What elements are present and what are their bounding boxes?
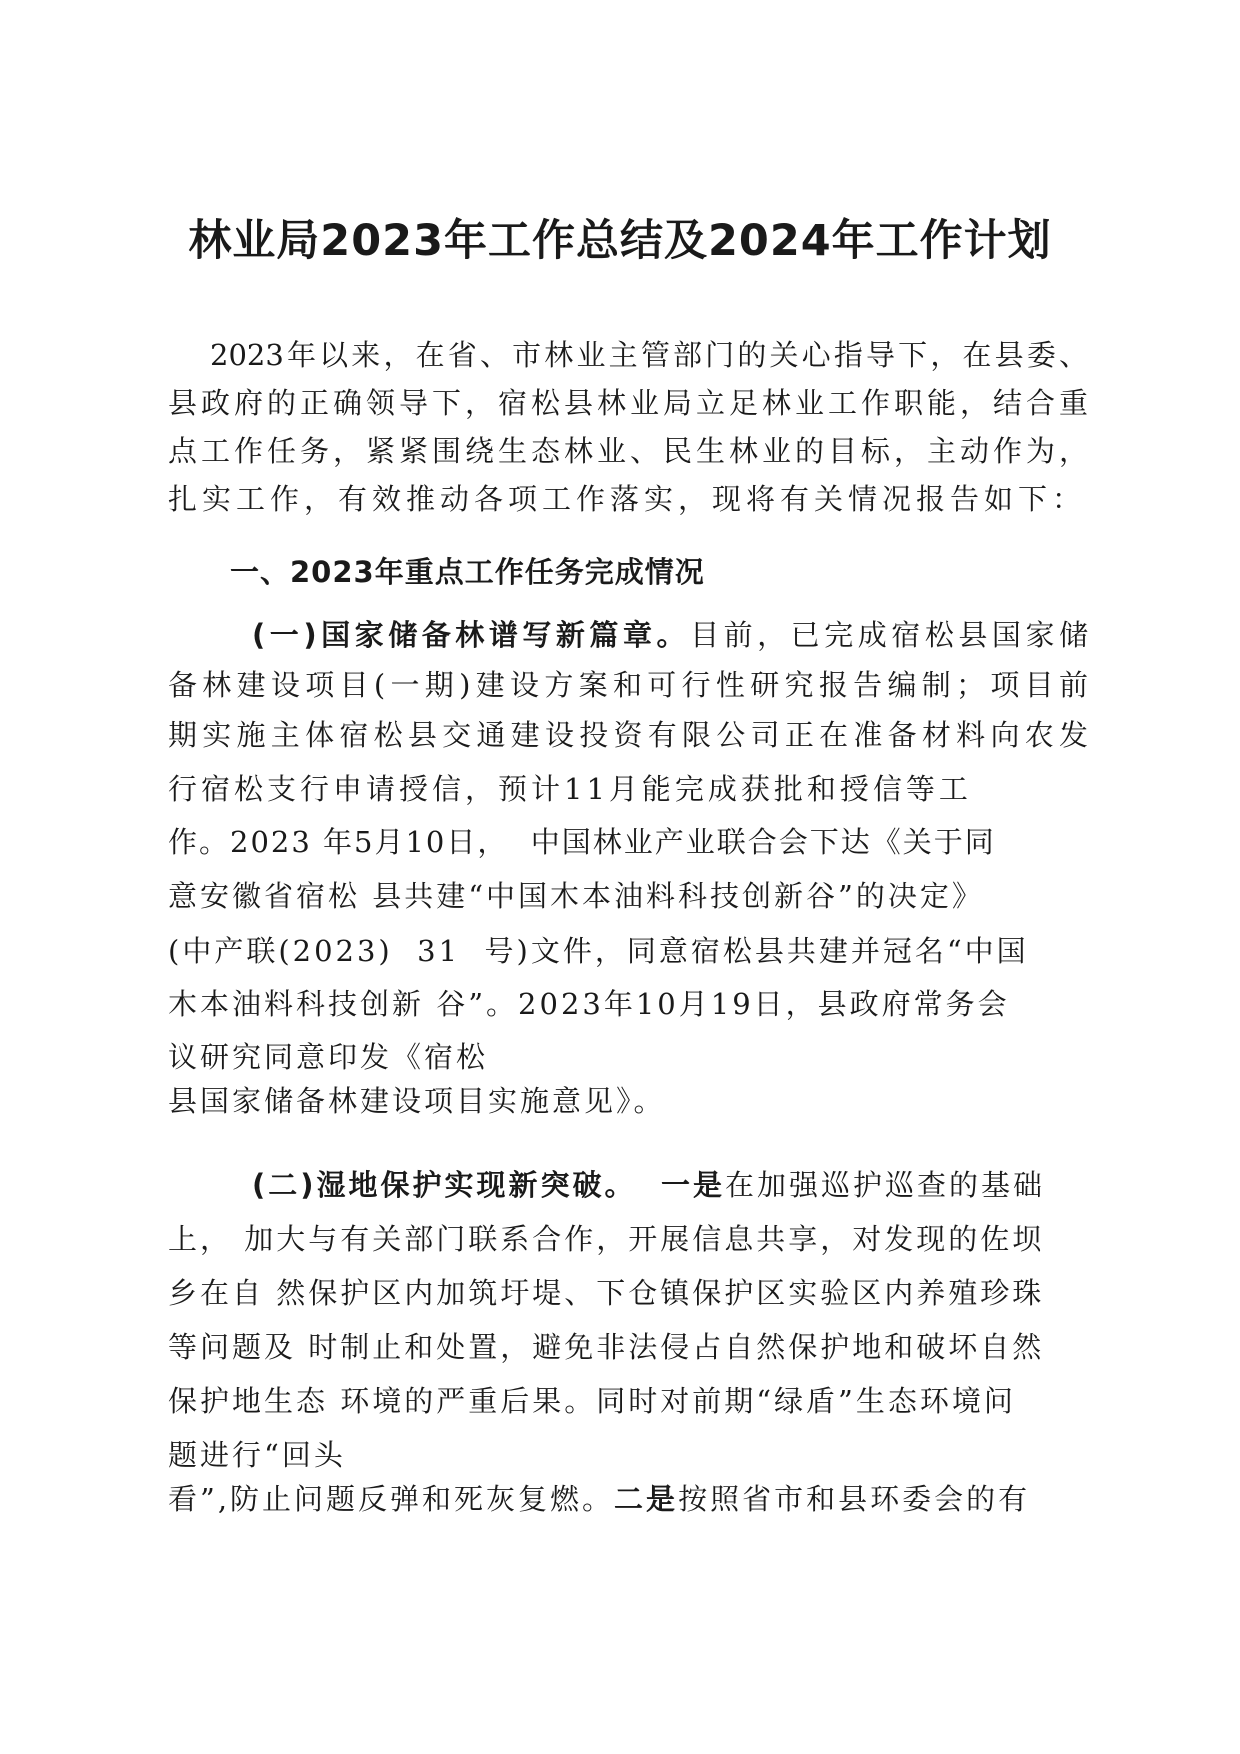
item2-heading: (二)湿地保护实现新突破。 bbox=[252, 1168, 637, 1202]
item1-line-3: 期实施主体宿松县交通建设投资有限公司正在准备材料向农发 bbox=[168, 718, 1088, 752]
document-title: 林业局2023年工作总结及2024年工作计划 bbox=[188, 216, 1052, 266]
item1-line-2: 备林建设项目(一期)建设方案和可行性研究报告编制；项目前 bbox=[168, 668, 1088, 702]
item2-line-7 bbox=[168, 1479, 1088, 1519]
item2-marker-2: 二是 bbox=[614, 1482, 679, 1516]
item2-line-5: 保护地生态 环境的严重后果。同时对前期“绿盾”生态环境问 bbox=[168, 1384, 1016, 1418]
item1-line-5: 作。2023 年5月10日， 中国林业产业联合会下达《关于同 bbox=[168, 825, 996, 859]
item2-line-2: 上， 加大与有关部门联系合作，开展信息共享，对发现的佐坝 bbox=[168, 1222, 1045, 1256]
item1-line-1 bbox=[252, 615, 1088, 655]
item2-line-7-text: 按照省市和县环委会的有 bbox=[678, 1482, 1031, 1516]
item1-line-9: 议研究同意印发《宿松 bbox=[168, 1040, 489, 1074]
item2-line-1-text: 在加强巡护巡查的基础 bbox=[724, 1168, 1045, 1202]
item1-line-4: 行宿松支行申请授信，预计11月能完成获批和授信等工 bbox=[168, 772, 972, 806]
item2-line-3: 乡在自 然保护区内加筑圩堤、下仓镇保护区实验区内养殖珍珠 bbox=[168, 1276, 1045, 1310]
item2-line-7-start: 看”,防止问题反弹和死灰复燃。 bbox=[168, 1482, 615, 1516]
item1-line-6: 意安徽省宿松 县共建“中国木本油料科技创新谷”的决定》 bbox=[168, 879, 984, 913]
item1-line-1-text: 目前，已完成宿松县国家储 bbox=[690, 618, 1088, 652]
section-heading: 一、2023年重点工作任务完成情况 bbox=[230, 555, 705, 589]
item2-line-4: 等问题及 时制止和处置，避免非法侵占自然保护地和破坏自然 bbox=[168, 1330, 1045, 1364]
intro-line-3: 点工作任务，紧紧围绕生态林业、民生林业的目标，主动作为， bbox=[168, 434, 1088, 468]
item2-line-1 bbox=[252, 1165, 1088, 1205]
item2-line-6: 题进行“回头 bbox=[168, 1438, 346, 1472]
item2-marker-1: 一是 bbox=[660, 1168, 725, 1202]
intro-line-1: 2023年以来，在省、市林业主管部门的关心指导下，在县委、 bbox=[210, 338, 1088, 372]
intro-line-2: 县政府的正确领导下，宿松县林业局立足林业工作职能，结合重 bbox=[168, 386, 1088, 420]
item1-line-8: 木本油料科技创新 谷”。2023年10月19日，县政府常务会 bbox=[168, 987, 1010, 1021]
item1-line-7: (中产联(2023) 31 号)文件，同意宿松县共建并冠名“中国 bbox=[168, 934, 1029, 968]
intro-line-4: 扎实工作，有效推动各项工作落实，现将有关情况报告如下： bbox=[168, 482, 1087, 516]
item1-heading: (一)国家储备林谱写新篇章。 bbox=[252, 618, 691, 652]
item1-line-10: 县国家储备林建设项目实施意见》。 bbox=[168, 1084, 666, 1118]
